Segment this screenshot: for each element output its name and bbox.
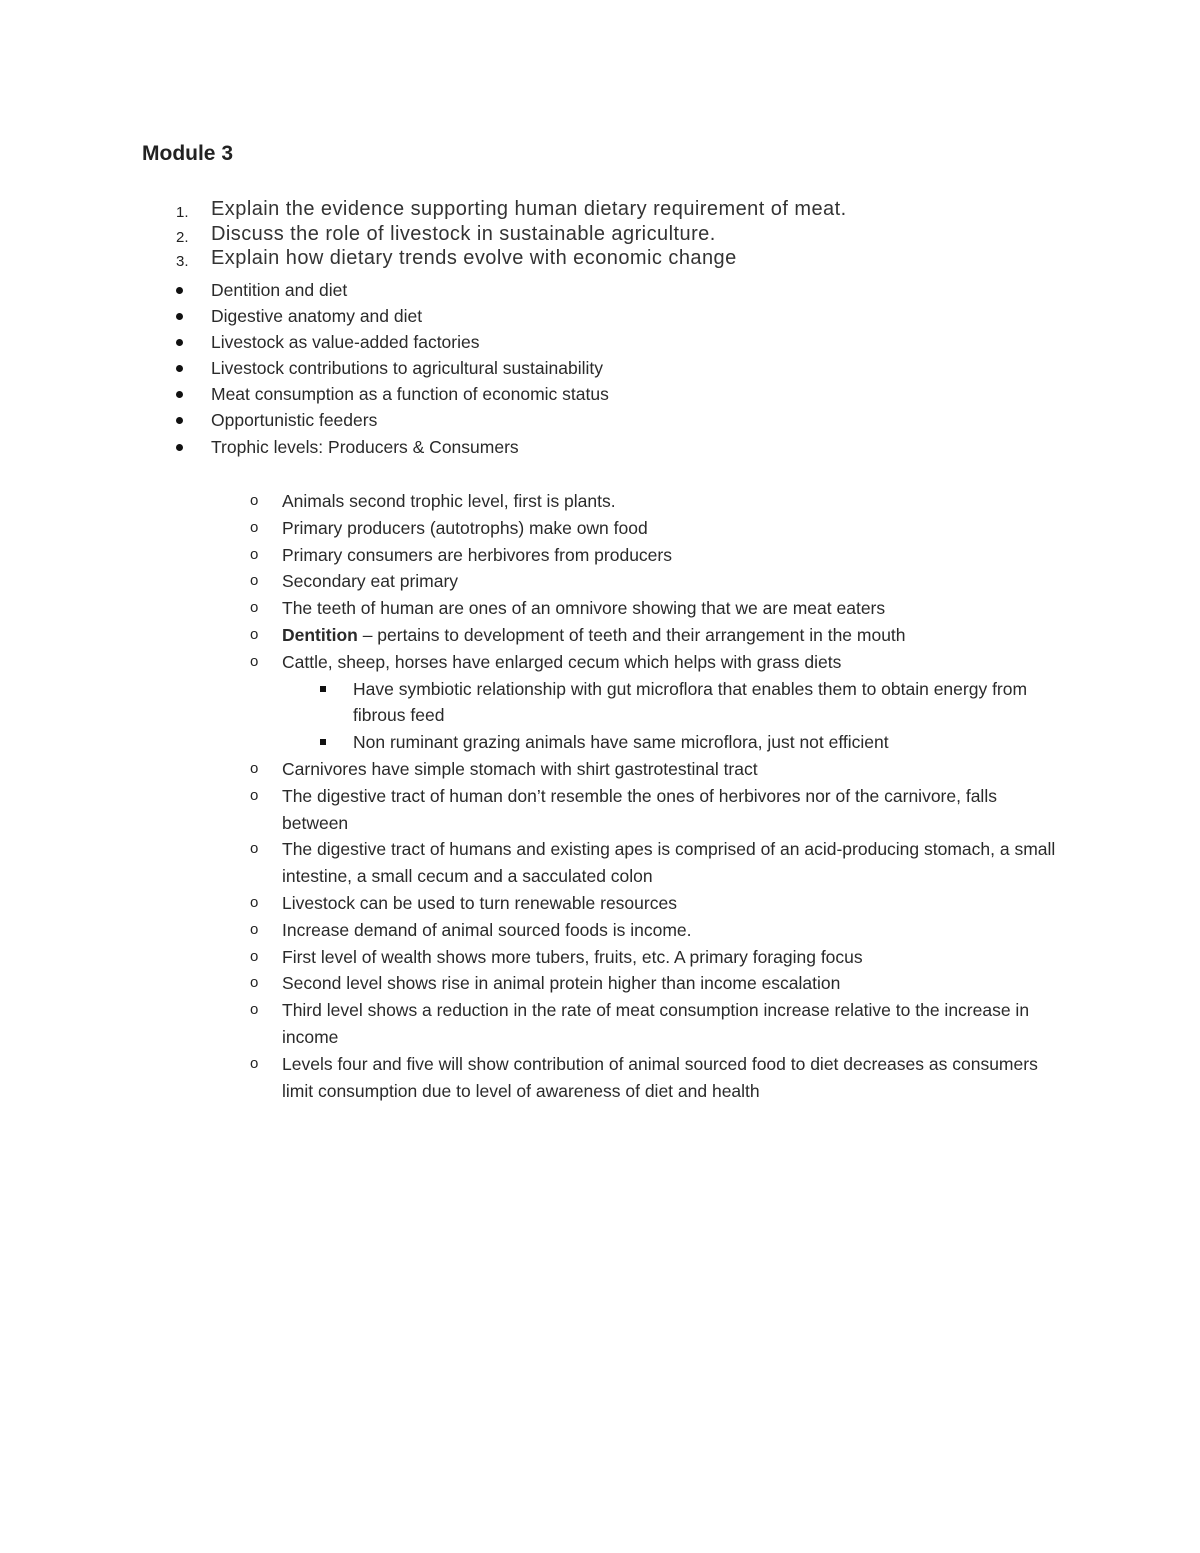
circle-bullet-icon: o bbox=[250, 1054, 259, 1072]
bullet-dot-icon bbox=[176, 287, 183, 294]
circle-bullet-icon: o bbox=[250, 652, 259, 670]
note-text: Primary producers (autotrophs) make own food bbox=[282, 517, 648, 538]
square-bullet-icon bbox=[320, 686, 326, 692]
topic-text: Livestock contributions to agricultural sustainability bbox=[211, 358, 603, 379]
note-text: Levels four and five will show contribution of animal sourced food to diet decreases as consumers limit consumption due to level of awareness of diet and health bbox=[282, 1053, 1038, 1101]
bullet-dot-icon bbox=[176, 339, 183, 346]
note-text: Animals second trophic level, first is plants. bbox=[282, 491, 616, 511]
note-text: The digestive tract of humans and existing apes is comprised of an acid-producing stomach, a small intestine, a small cecum and a sacculated colon bbox=[282, 839, 1056, 887]
circle-bullet-icon: o bbox=[250, 572, 259, 590]
circle-bullet-icon: o bbox=[250, 786, 259, 804]
note-text: The digestive tract of human don’t resemble the ones of herbivores nor of the carnivore, falls between bbox=[282, 785, 997, 833]
note-item bbox=[0, 488, 1062, 515]
note-item bbox=[0, 917, 1062, 944]
sub-note-item bbox=[0, 676, 1062, 730]
circle-bullet-icon: o bbox=[250, 840, 259, 858]
bullet-dot-icon bbox=[176, 391, 183, 398]
circle-bullet-icon: o bbox=[250, 518, 259, 536]
topic-text: Livestock as value-added factories bbox=[211, 332, 480, 353]
note-item bbox=[0, 515, 1062, 542]
topic-text: Digestive anatomy and diet bbox=[211, 306, 423, 327]
note-item bbox=[0, 890, 1062, 917]
note-text: Livestock can be used to turn renewable resources bbox=[282, 892, 677, 913]
sub-note-text: Non ruminant grazing animals have same microflora, just not efficient bbox=[353, 732, 889, 753]
note-text: Primary consumers are herbivores from producers bbox=[282, 544, 672, 565]
bullet-dot-icon bbox=[176, 444, 183, 451]
note-item bbox=[0, 649, 1062, 676]
objective-number: 2. bbox=[176, 228, 189, 246]
note-text: First level of wealth shows more tubers, fruits, etc. A primary foraging focus bbox=[282, 946, 863, 967]
circle-bullet-icon: o bbox=[250, 545, 259, 563]
sub-note-item bbox=[0, 729, 1062, 756]
note-text: The teeth of human are ones of an omnivore showing that we are meat eaters bbox=[282, 598, 886, 619]
circle-bullet-icon: o bbox=[250, 893, 259, 911]
circle-bullet-icon: o bbox=[250, 625, 259, 643]
note-text bbox=[282, 622, 1062, 649]
note-item bbox=[0, 568, 1062, 595]
term-definition: – pertains to development of teeth and their arrangement in the mouth bbox=[357, 624, 906, 645]
bullet-dot-icon bbox=[176, 365, 183, 372]
note-item bbox=[0, 595, 1062, 622]
topic-text: Meat consumption as a function of economic status bbox=[211, 384, 609, 405]
topic-text: Opportunistic feeders bbox=[211, 410, 378, 431]
circle-bullet-icon: o bbox=[250, 920, 259, 938]
circle-bullet-icon: o bbox=[250, 947, 259, 965]
circle-bullet-icon: o bbox=[250, 599, 259, 617]
notes-list bbox=[0, 488, 1062, 1104]
bullet-dot-icon bbox=[176, 417, 183, 424]
objective-number: 3. bbox=[176, 253, 189, 271]
note-text: Carnivores have simple stomach with shirt gastrotestinal tract bbox=[282, 758, 758, 779]
circle-bullet-icon: o bbox=[250, 492, 259, 509]
note-text: Increase demand of animal sourced foods is income. bbox=[282, 919, 692, 940]
objective-text: Explain how dietary trends evolve with economic change bbox=[211, 247, 737, 270]
topic-text: Trophic levels: Producers & Consumers bbox=[211, 436, 519, 457]
page-title: Module 3 bbox=[142, 142, 234, 165]
objective-text: Discuss the role of livestock in sustainable agriculture. bbox=[211, 222, 716, 245]
topic-text: Dentition and diet bbox=[211, 280, 348, 300]
note-item bbox=[0, 944, 1062, 971]
objective-number: 1. bbox=[176, 204, 189, 221]
circle-bullet-icon: o bbox=[250, 974, 259, 992]
objective-text: Explain the evidence supporting human dietary requirement of meat. bbox=[211, 198, 847, 220]
square-bullet-icon bbox=[320, 739, 326, 745]
note-text: Cattle, sheep, horses have enlarged cecum which helps with grass diets bbox=[282, 651, 842, 672]
circle-bullet-icon: o bbox=[250, 1001, 259, 1019]
note-item bbox=[0, 756, 1062, 783]
bullet-dot-icon bbox=[176, 313, 183, 320]
note-item bbox=[0, 836, 1062, 890]
note-text: Second level shows rise in animal protein higher than income escalation bbox=[282, 973, 841, 994]
sub-note-text: Have symbiotic relationship with gut microflora that enables them to obtain energy from fibrous feed bbox=[353, 678, 1028, 726]
note-text: Secondary eat primary bbox=[282, 571, 459, 592]
note-item bbox=[0, 970, 1062, 997]
note-item bbox=[0, 997, 1062, 1051]
note-text: Third level shows a reduction in the rate of meat consumption increase relative to the increase in income bbox=[282, 1000, 1030, 1047]
note-item bbox=[0, 622, 1062, 649]
note-item bbox=[0, 542, 1062, 569]
circle-bullet-icon: o bbox=[250, 759, 259, 777]
note-item bbox=[0, 783, 1062, 837]
note-item bbox=[0, 1051, 1062, 1105]
term-dentition: Dentition bbox=[282, 624, 358, 645]
